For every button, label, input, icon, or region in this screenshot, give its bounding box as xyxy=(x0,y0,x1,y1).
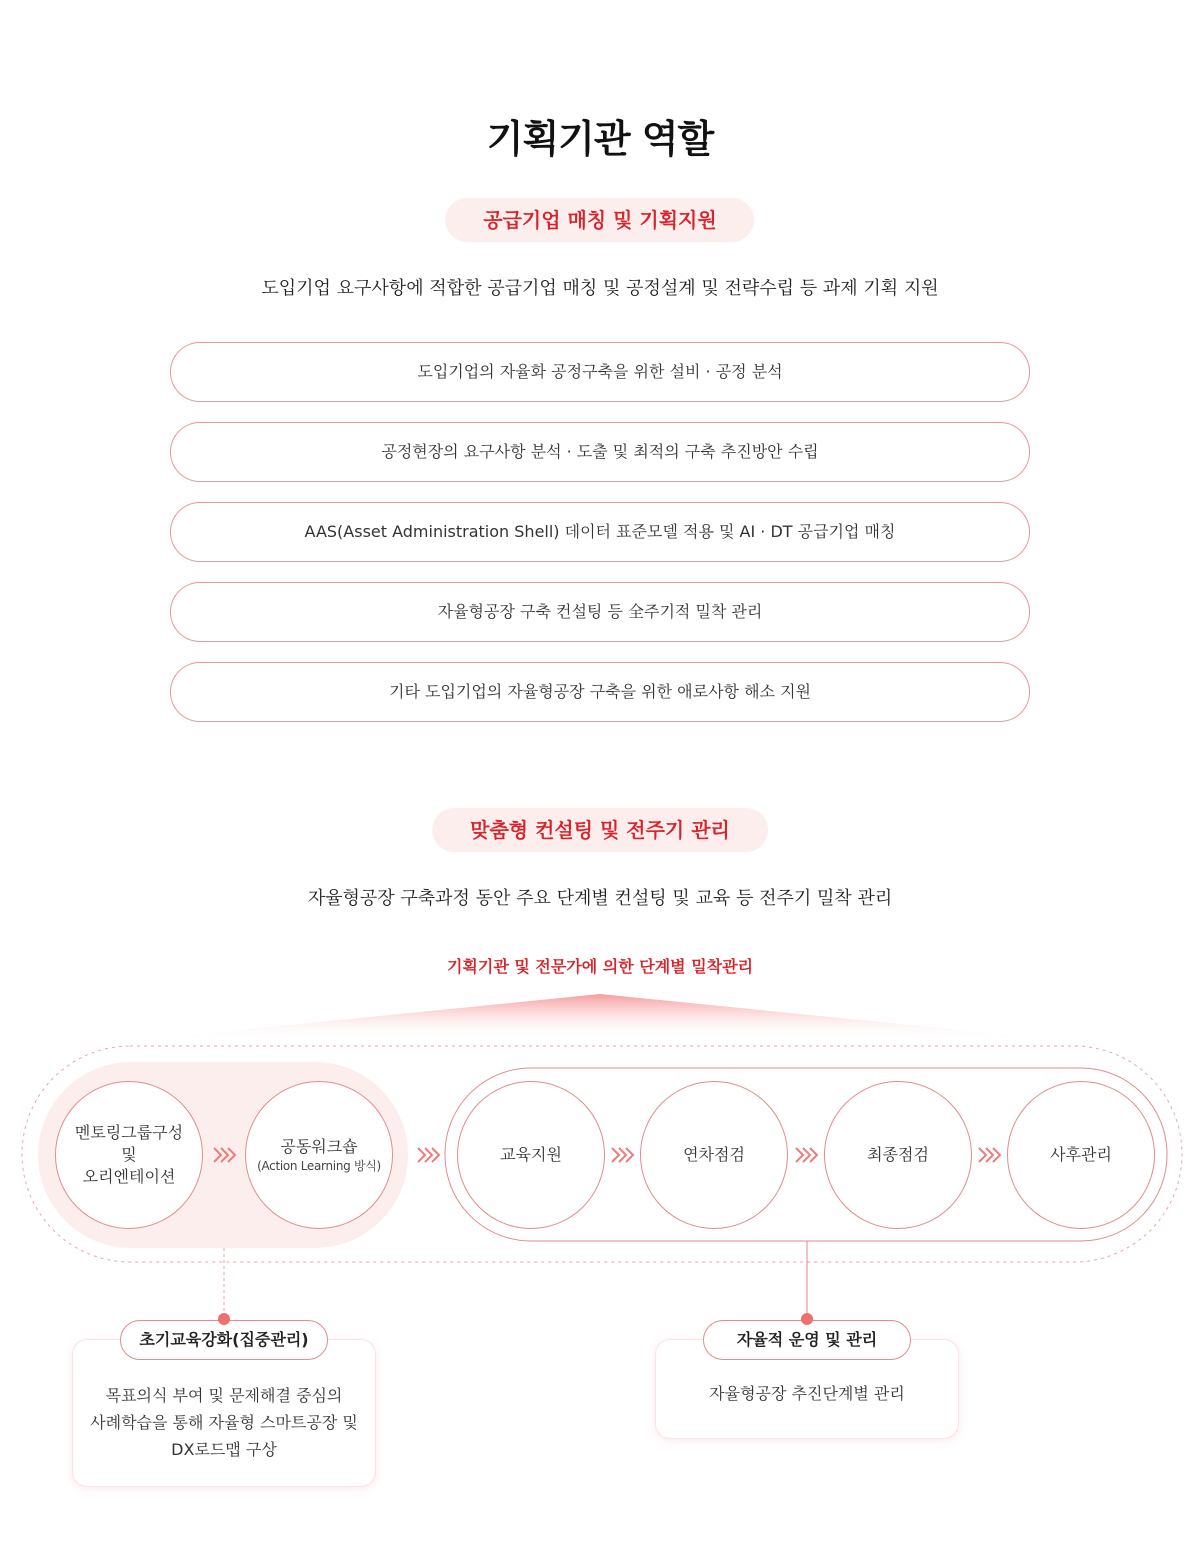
step-label: 및 xyxy=(121,1145,137,1164)
management-subtitle: 기획기관 및 전문가에 의한 단계별 밀착관리 xyxy=(446,957,754,976)
step-label: 사후관리 xyxy=(1050,1145,1112,1164)
connector-dot xyxy=(801,1313,813,1325)
role-item: AAS(Asset Administration Shell) 데이터 표준모델 적용 및 AI · DT 공급기업 매칭 xyxy=(170,502,1030,562)
step-annual-check xyxy=(640,1081,788,1229)
section2-heading: 맞춤형 컨설팅 및 전주기 관리 xyxy=(432,808,768,852)
role-item: 도입기업의 자율화 공정구축을 위한 설비 · 공정 분석 xyxy=(170,342,1030,402)
initial-phase-card xyxy=(73,1340,375,1486)
step-post-management xyxy=(1007,1081,1155,1229)
step-label: 공동워크숍 xyxy=(280,1137,358,1156)
connector-dot xyxy=(218,1313,230,1325)
page-title: 기획기관 역할 xyxy=(486,117,714,161)
step-label: 연차점검 xyxy=(683,1145,745,1164)
chevron-double-right-icon xyxy=(212,1146,238,1164)
chevron-double-right-icon xyxy=(416,1146,442,1164)
step-education-support xyxy=(457,1081,605,1229)
phase-description-line: 목표의식 부여 및 문제해결 중심의 xyxy=(105,1386,343,1405)
step-label: 오리엔테이션 xyxy=(82,1167,176,1186)
step-sublabel: (Action Learning 방식) xyxy=(257,1159,381,1173)
section1-description: 도입기업 요구사항에 적합한 공급기업 매칭 및 공정설계 및 전략수립 등 과제 기획 지원 xyxy=(261,278,939,299)
step-mentoring-orientation xyxy=(55,1081,203,1229)
initial-phase-label: 초기교육강화(집중관리) xyxy=(120,1320,328,1360)
role-item: 공정현장의 요구사항 분석 · 도출 및 최적의 구축 추진방안 수립 xyxy=(170,422,1030,482)
step-label: 교육지원 xyxy=(500,1145,562,1164)
phase-description-line: 자율형공장 추진단계별 관리 xyxy=(709,1384,905,1403)
step-final-check xyxy=(824,1081,972,1229)
role-item: 기타 도입기업의 자율형공장 구축을 위한 애로사항 해소 지원 xyxy=(170,662,1030,722)
role-item: 자율형공장 구축 컨설팅 등 全주기적 밀착 관리 xyxy=(170,582,1030,642)
phase-description-line: 사례학습을 통해 자율형 스마트공장 및 xyxy=(90,1413,358,1432)
step-label: 최종점검 xyxy=(867,1145,929,1164)
step-label: 멘토링그룹구성 xyxy=(74,1123,184,1142)
autonomous-phase-label: 자율적 운영 및 관리 xyxy=(703,1320,911,1360)
phase-description-line: DX로드맵 구상 xyxy=(171,1440,277,1459)
chevron-double-right-icon xyxy=(610,1146,636,1164)
section2-description: 자율형공장 구축과정 동안 주요 단계별 컨설팅 및 교육 등 전주기 밀착 관리 xyxy=(307,888,893,909)
emphasis-fan xyxy=(140,994,1060,1040)
section1-heading: 공급기업 매칭 및 기획지원 xyxy=(445,198,754,242)
chevron-double-right-icon xyxy=(794,1146,820,1164)
step-joint-workshop xyxy=(245,1081,393,1229)
chevron-double-right-icon xyxy=(977,1146,1003,1164)
